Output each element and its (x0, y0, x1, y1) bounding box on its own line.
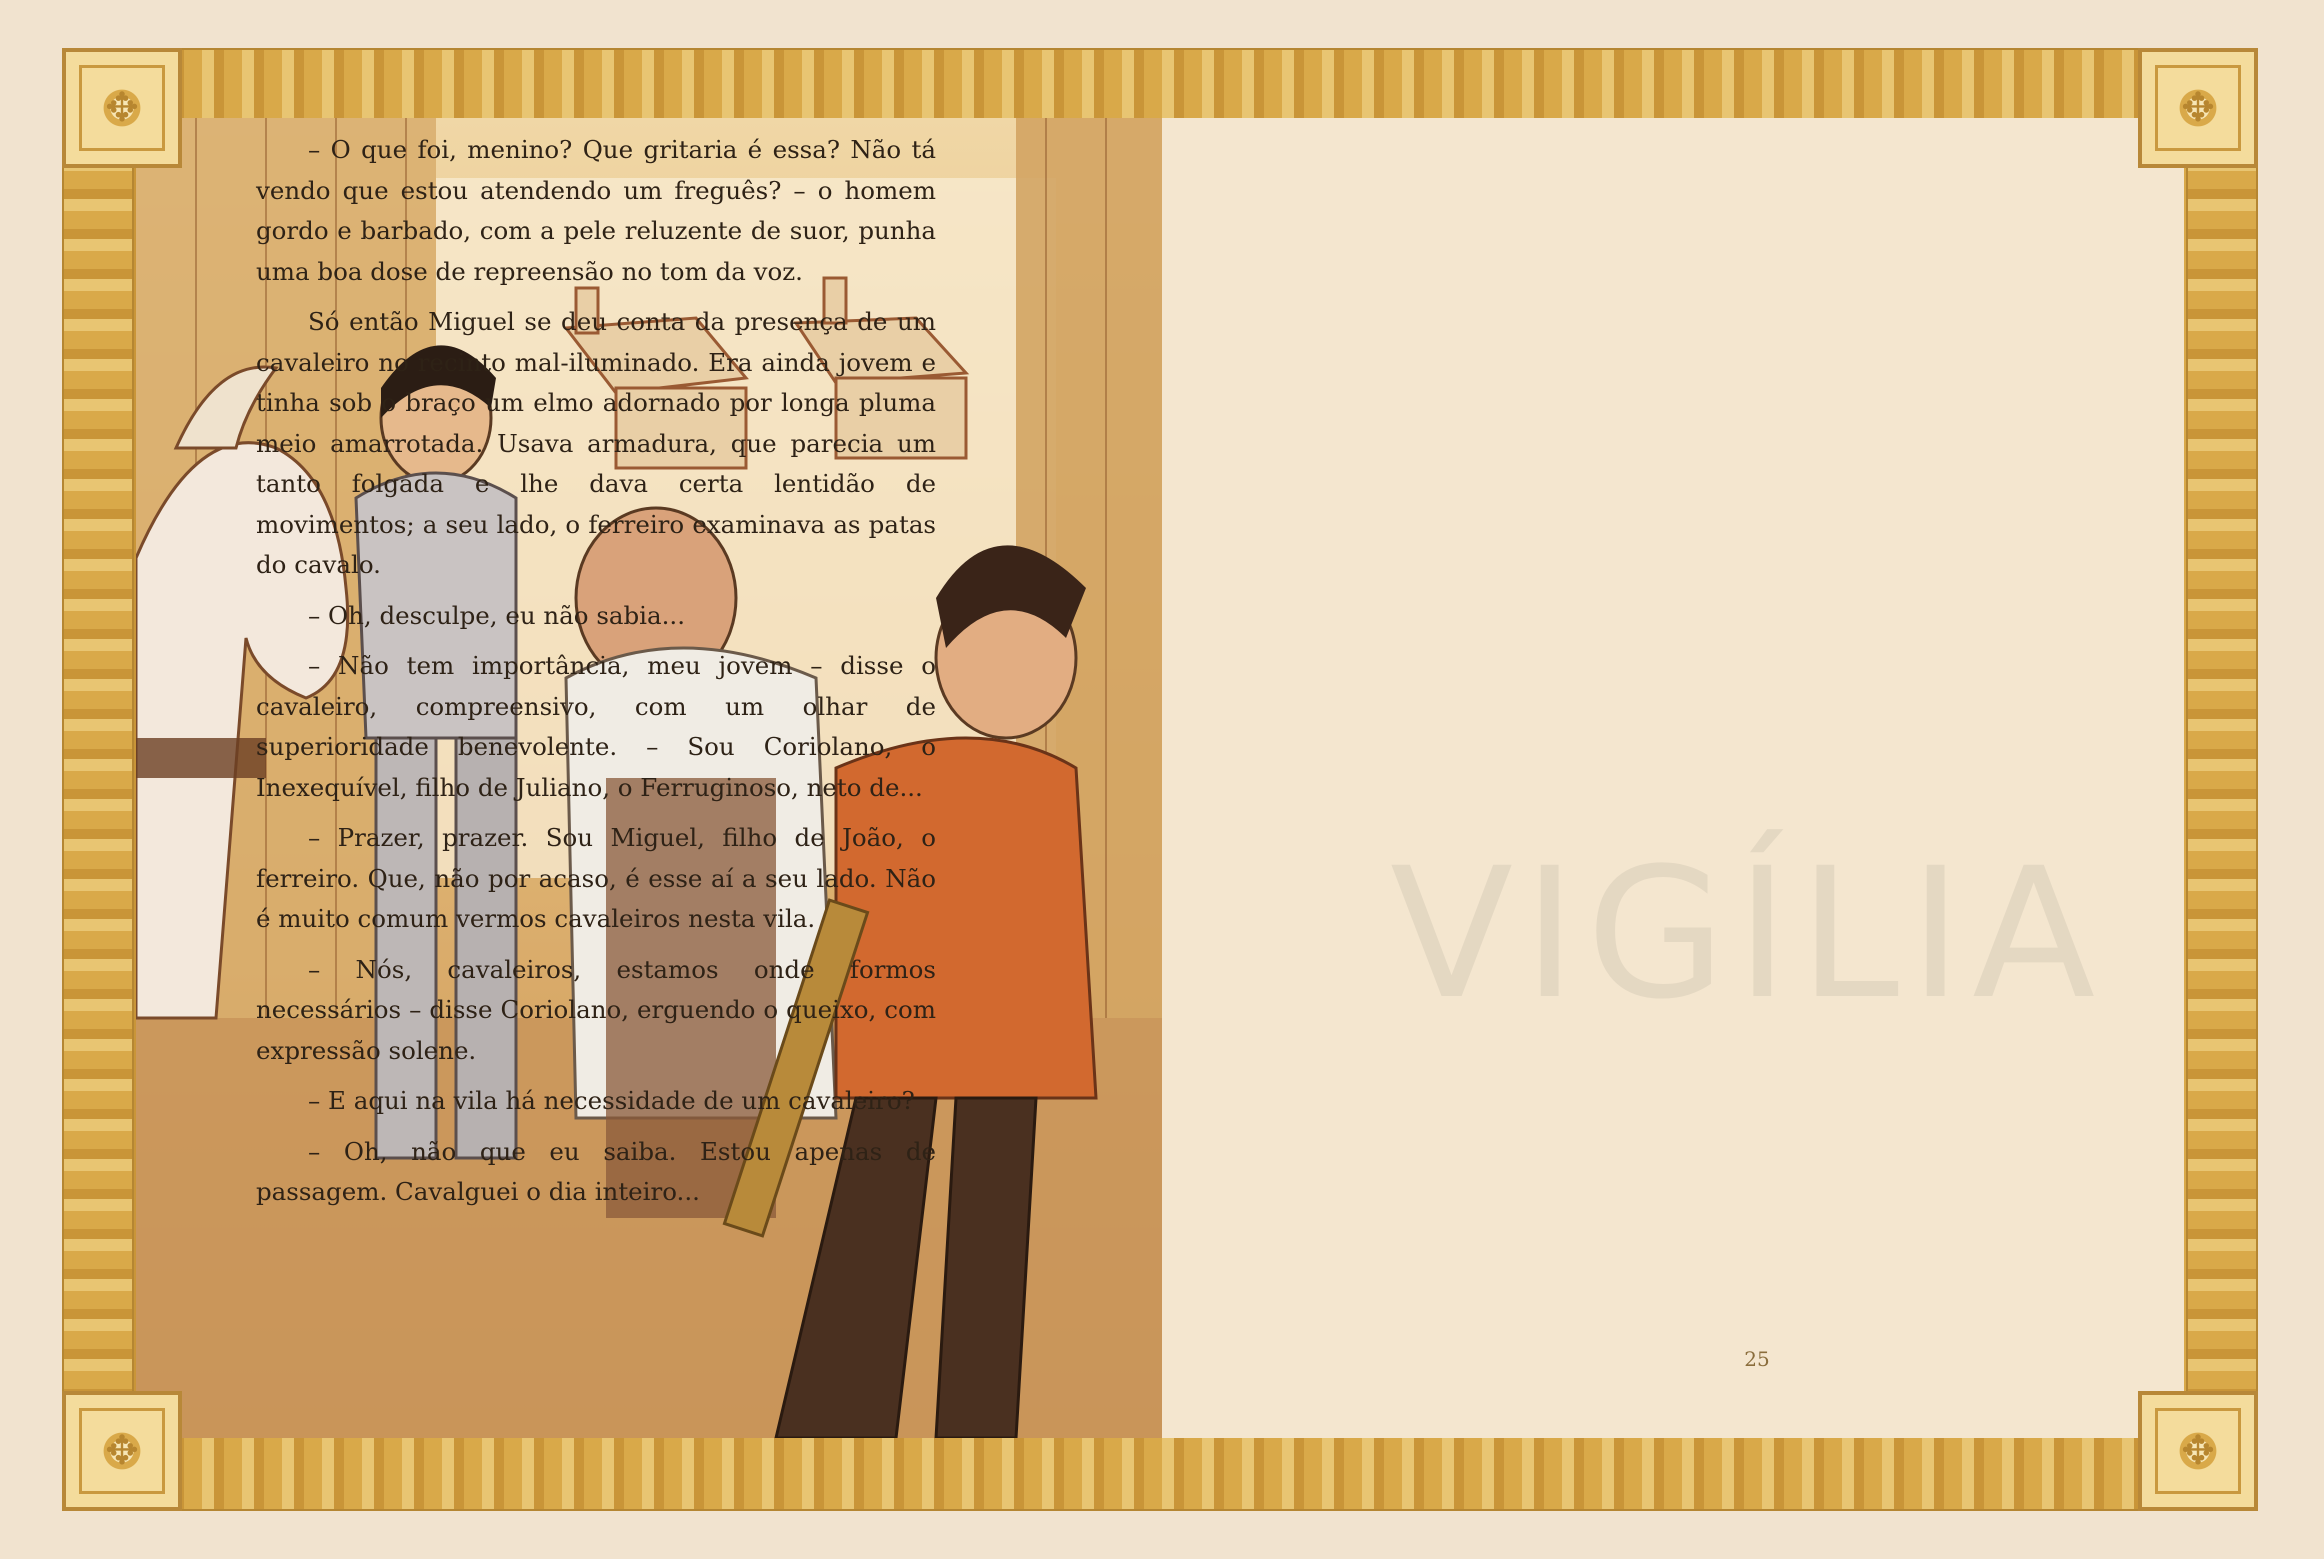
flower-icon: ✥ (79, 65, 165, 151)
paragraph: – Oh, não que eu saiba. Estou apenas de passagem. Cavalguei o dia inteiro... (256, 1136, 936, 1206)
paragraph: – E aqui na vila há necessidade de um cavaleiro? (308, 1086, 915, 1115)
paragraph: – O que foi, menino? Que gritaria é essa? Não tá vendo que estou atendendo um freguês? – o homem gordo e barbado, com a pele reluzente de suor, punha uma boa dose de repreensão no tom da voz. (256, 135, 936, 286)
paragraph: – Nós, cavaleiros, estamos onde formos necessários – disse Coriolano, erguendo o queixo, com expressão solene. (256, 954, 936, 1065)
text-page (1162, 118, 2184, 1438)
paragraph: – Prazer, prazer. Sou Miguel, filho de João, o ferreiro. Que, não por acaso, é esse aí a seu lado. Não é muito comum vermos cavaleiros nesta vila. (256, 823, 936, 933)
paragraph: – Oh, desculpe, eu não sabia... (308, 600, 685, 630)
paragraph: – Não tem importância, meu jovem – disse o cavaleiro, compreensivo, com um olhar de superioridade benevolente. – Sou Coriolano, o Inexequível, filho de Juliano, o Ferruginoso, neto de... (256, 651, 936, 802)
corner-ornament-top-right (2138, 48, 2258, 168)
flower-icon: ✥ (2155, 65, 2241, 151)
flower-icon: ✥ (79, 1408, 165, 1494)
story-text (256, 130, 936, 1223)
paragraph: Só então Miguel se deu conta da presença de um cavaleiro no recinto mal-iluminado. Era ainda jovem e tinha sob o braço um elmo adornado por longa pluma meio amarrotada. Usava armadura, que parecia um tanto folgada e lhe dava certa lentidão de movimentos; a seu lado, o ferreiro examinava as patas do cavalo. (256, 307, 936, 579)
flower-icon: ✥ (2155, 1408, 2241, 1494)
corner-ornament-bottom-left (62, 1391, 182, 1511)
ornamental-border-left (62, 48, 134, 1511)
corner-ornament-top-left (62, 48, 182, 168)
corner-ornament-bottom-right (2138, 1391, 2258, 1511)
page-number: 25 (1744, 1347, 1770, 1371)
ornamental-border-right (2186, 48, 2258, 1511)
